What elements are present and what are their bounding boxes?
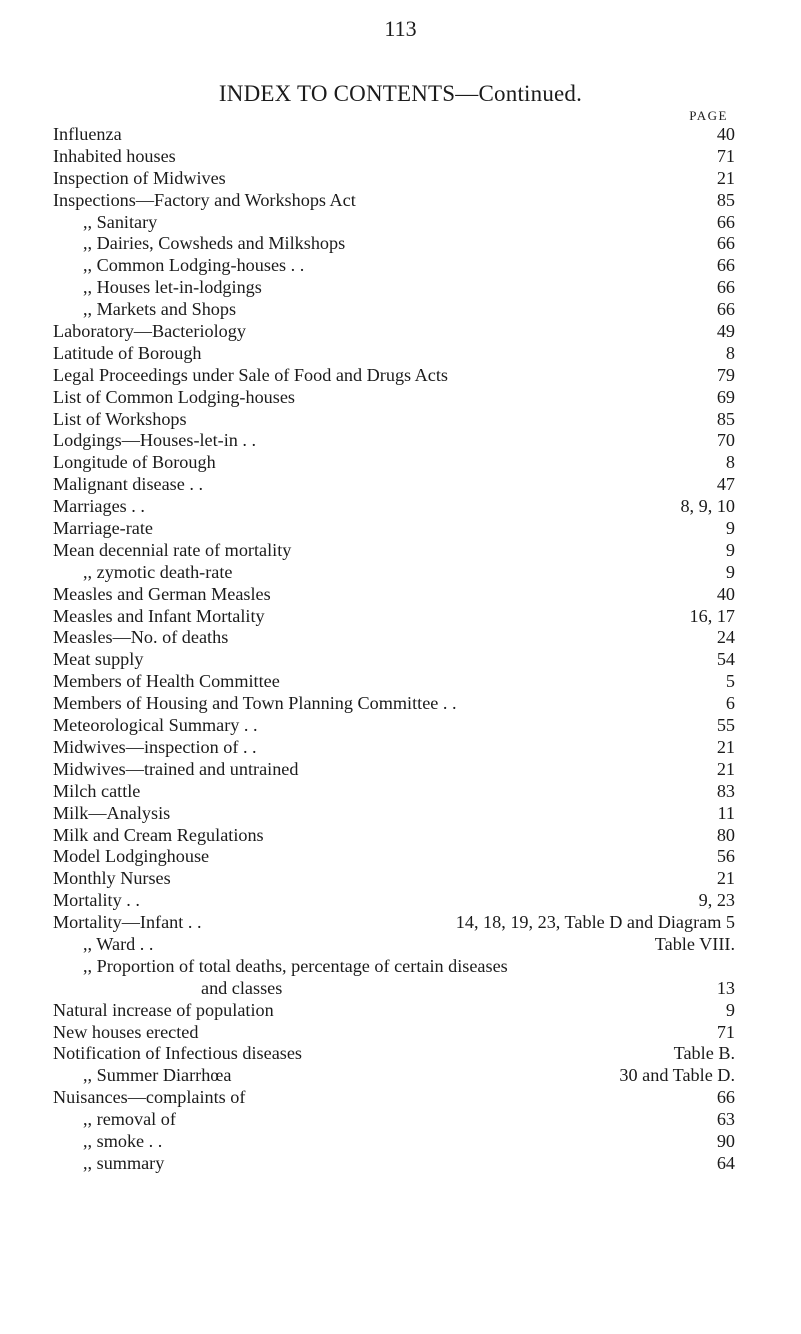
- entry-label: Measles—No. of deaths: [53, 627, 229, 648]
- entry-page: 83: [716, 780, 735, 801]
- entry-label: Laboratory—Bacteriology: [53, 321, 246, 342]
- index-entry: [53, 759, 735, 781]
- entry-page: 5: [725, 671, 735, 692]
- entry-page: 69: [716, 386, 735, 407]
- entry-label: Measles and Infant Mortality: [53, 605, 265, 626]
- entry-page: 70: [716, 430, 735, 451]
- index-entry: [53, 1065, 735, 1087]
- page-number: 113: [384, 16, 417, 41]
- entry-page: 66: [716, 1087, 735, 1108]
- entry-label: Mortality—Infant . .: [53, 912, 202, 933]
- index-entry: [53, 956, 735, 978]
- entry-page: 30 and Table D.: [619, 1065, 735, 1086]
- entry-page: 47: [716, 474, 735, 495]
- entry-label: List of Common Lodging-houses: [53, 386, 295, 407]
- index-entry: [53, 212, 735, 234]
- entry-page: 21: [716, 868, 735, 889]
- index-entry: [53, 912, 735, 934]
- entry-label: Milk—Analysis: [53, 802, 171, 823]
- entry-page: 40: [716, 124, 735, 144]
- entry-label: Longitude of Borough: [53, 452, 216, 473]
- entry-label: Marriage-rate: [53, 518, 153, 539]
- index-entry: [53, 321, 735, 343]
- entry-page: 9, 23: [698, 890, 735, 911]
- index-entry: [53, 168, 735, 190]
- index-entry: [53, 890, 735, 912]
- entry-label: Legal Proceedings under Sale of Food and Drugs Acts: [53, 364, 448, 385]
- index-entry: [53, 737, 735, 759]
- index-entry: [53, 715, 735, 737]
- entry-label: ,, Common Lodging-houses . .: [83, 255, 305, 276]
- index-entry: [53, 190, 735, 212]
- entry-page: 66: [716, 277, 735, 298]
- index-entry: [53, 978, 735, 1000]
- entry-page: 8, 9, 10: [680, 496, 735, 517]
- index-entry: [53, 627, 735, 649]
- entry-page: 16, 17: [689, 605, 735, 626]
- entry-label: Monthly Nurses: [53, 868, 171, 889]
- index-entry: [53, 671, 735, 693]
- index-entry: [53, 255, 735, 277]
- entry-label: Natural increase of population: [53, 999, 274, 1020]
- entry-label: Model Lodginghouse: [53, 846, 210, 867]
- entry-label: ,, Markets and Shops: [83, 299, 237, 320]
- entry-label: Malignant disease . .: [53, 474, 204, 495]
- entry-label: Mean decennial rate of mortality: [53, 539, 292, 560]
- entry-label: Midwives—inspection of . .: [53, 736, 257, 757]
- entry-label: Milk and Cream Regulations: [53, 824, 264, 845]
- entry-page: 8: [725, 342, 735, 363]
- entry-label: Meteorological Summary . .: [53, 715, 258, 736]
- index-entry: [53, 124, 735, 146]
- entry-label: ,, zymotic death-rate: [83, 561, 233, 582]
- entry-page: 24: [716, 627, 735, 648]
- entry-page: 79: [716, 364, 735, 385]
- entry-label: List of Workshops: [53, 408, 187, 429]
- index-entry: [53, 299, 735, 321]
- entry-page: 11: [717, 802, 735, 823]
- entry-label: Members of Health Committee: [53, 671, 280, 692]
- entry-page: 40: [716, 583, 735, 604]
- index-entry: [53, 562, 735, 584]
- entry-page: 21: [716, 736, 735, 757]
- entry-label: Measles and German Measles: [53, 583, 271, 604]
- entry-page: 64: [716, 1152, 735, 1173]
- index-entry: [53, 846, 735, 868]
- entry-page: 85: [716, 189, 735, 210]
- index-entry: [53, 584, 735, 606]
- index-entry: [53, 518, 735, 540]
- entry-page: 63: [716, 1109, 735, 1130]
- entry-page: 55: [716, 715, 735, 736]
- entry-page: 66: [716, 233, 735, 254]
- entry-label: Mortality . .: [53, 890, 140, 911]
- index-title: INDEX TO CONTENTS—Continued.: [218, 81, 583, 106]
- entry-label: ,, smoke . .: [83, 1130, 163, 1151]
- entry-label: Nuisances—complaints of: [53, 1087, 246, 1108]
- entry-label: ,, Dairies, Cowsheds and Milkshops: [83, 233, 346, 254]
- entry-page: 49: [716, 321, 735, 342]
- index-entry: [53, 430, 735, 452]
- entry-page: 9: [725, 539, 735, 560]
- entry-page: 66: [716, 211, 735, 232]
- index-entries: [53, 124, 735, 1175]
- index-entry: [53, 146, 735, 168]
- entry-label: Milch cattle: [53, 780, 141, 801]
- index-entry: [53, 496, 735, 518]
- entry-label: ,, Proportion of total deaths, percentage of certain diseases: [83, 955, 508, 976]
- index-entry: [53, 1087, 735, 1109]
- entry-page: 13: [716, 977, 735, 998]
- entry-page: 21: [716, 758, 735, 779]
- entry-page: 80: [716, 824, 735, 845]
- index-entry: [53, 1153, 735, 1175]
- entry-label: Inspections—Factory and Workshops Act: [53, 189, 356, 210]
- index-entry: [53, 1022, 735, 1044]
- entry-label: Marriages . .: [53, 496, 145, 517]
- entry-label: New houses erected: [53, 1021, 199, 1042]
- index-entry: [53, 803, 735, 825]
- index-entry: [53, 649, 735, 671]
- index-entry: [53, 387, 735, 409]
- entry-label: and classes: [201, 977, 283, 998]
- entry-label: Meat supply: [53, 649, 144, 670]
- index-entry: [53, 452, 735, 474]
- index-entry: [53, 277, 735, 299]
- entry-page: 9: [725, 999, 735, 1020]
- index-entry: [53, 606, 735, 628]
- entry-label: Lodgings—Houses-let-in . .: [53, 430, 257, 451]
- index-entry: [53, 934, 735, 956]
- entry-page: 71: [716, 1021, 735, 1042]
- entry-page: 71: [716, 145, 735, 166]
- index-entry: [53, 1000, 735, 1022]
- index-entry: [53, 1043, 735, 1065]
- entry-label: Influenza: [53, 124, 122, 144]
- entry-page: 9: [725, 518, 735, 539]
- entry-label: ,, Summer Diarrhœa: [83, 1065, 232, 1086]
- index-entry: [53, 409, 735, 431]
- entry-page: Table B.: [673, 1043, 735, 1064]
- entry-label: Midwives—trained and untrained: [53, 758, 299, 779]
- entry-page: 56: [716, 846, 735, 867]
- entry-page: 54: [716, 649, 735, 670]
- entry-page: 90: [716, 1130, 735, 1151]
- entry-label: Inhabited houses: [53, 145, 176, 166]
- index-entry: [53, 474, 735, 496]
- index-entry: [53, 233, 735, 255]
- entry-page: Table VIII.: [654, 933, 735, 954]
- entry-label: ,, Houses let-in-lodgings: [83, 277, 262, 298]
- entry-page: 9: [725, 561, 735, 582]
- index-entry: [53, 1109, 735, 1131]
- entry-page: 8: [725, 452, 735, 473]
- entry-page: 14, 18, 19, 23, Table D and Diagram 5: [455, 912, 735, 933]
- entry-label: Inspection of Midwives: [53, 167, 226, 188]
- index-entry: [53, 693, 735, 715]
- entry-page: 85: [716, 408, 735, 429]
- entry-page: 6: [725, 693, 735, 714]
- entry-label: ,, removal of: [83, 1109, 176, 1130]
- index-entry: [53, 781, 735, 803]
- index-entry: [53, 825, 735, 847]
- entry-label: Members of Housing and Town Planning Committee . .: [53, 693, 457, 714]
- entry-page: 66: [716, 255, 735, 276]
- page-column-header: PAGE: [689, 108, 728, 123]
- entry-page: 66: [716, 299, 735, 320]
- entry-label: ,, Sanitary: [83, 211, 158, 232]
- index-entry: [53, 365, 735, 387]
- index-entry: [53, 343, 735, 365]
- index-entry: [53, 868, 735, 890]
- index-entry: [53, 540, 735, 562]
- index-entry: [53, 1131, 735, 1153]
- entry-label: ,, Ward . .: [83, 933, 154, 954]
- entry-label: Latitude of Borough: [53, 342, 202, 363]
- entry-label: ,, summary: [83, 1152, 165, 1173]
- entry-page: 21: [716, 167, 735, 188]
- entry-label: Notification of Infectious diseases: [53, 1043, 302, 1064]
